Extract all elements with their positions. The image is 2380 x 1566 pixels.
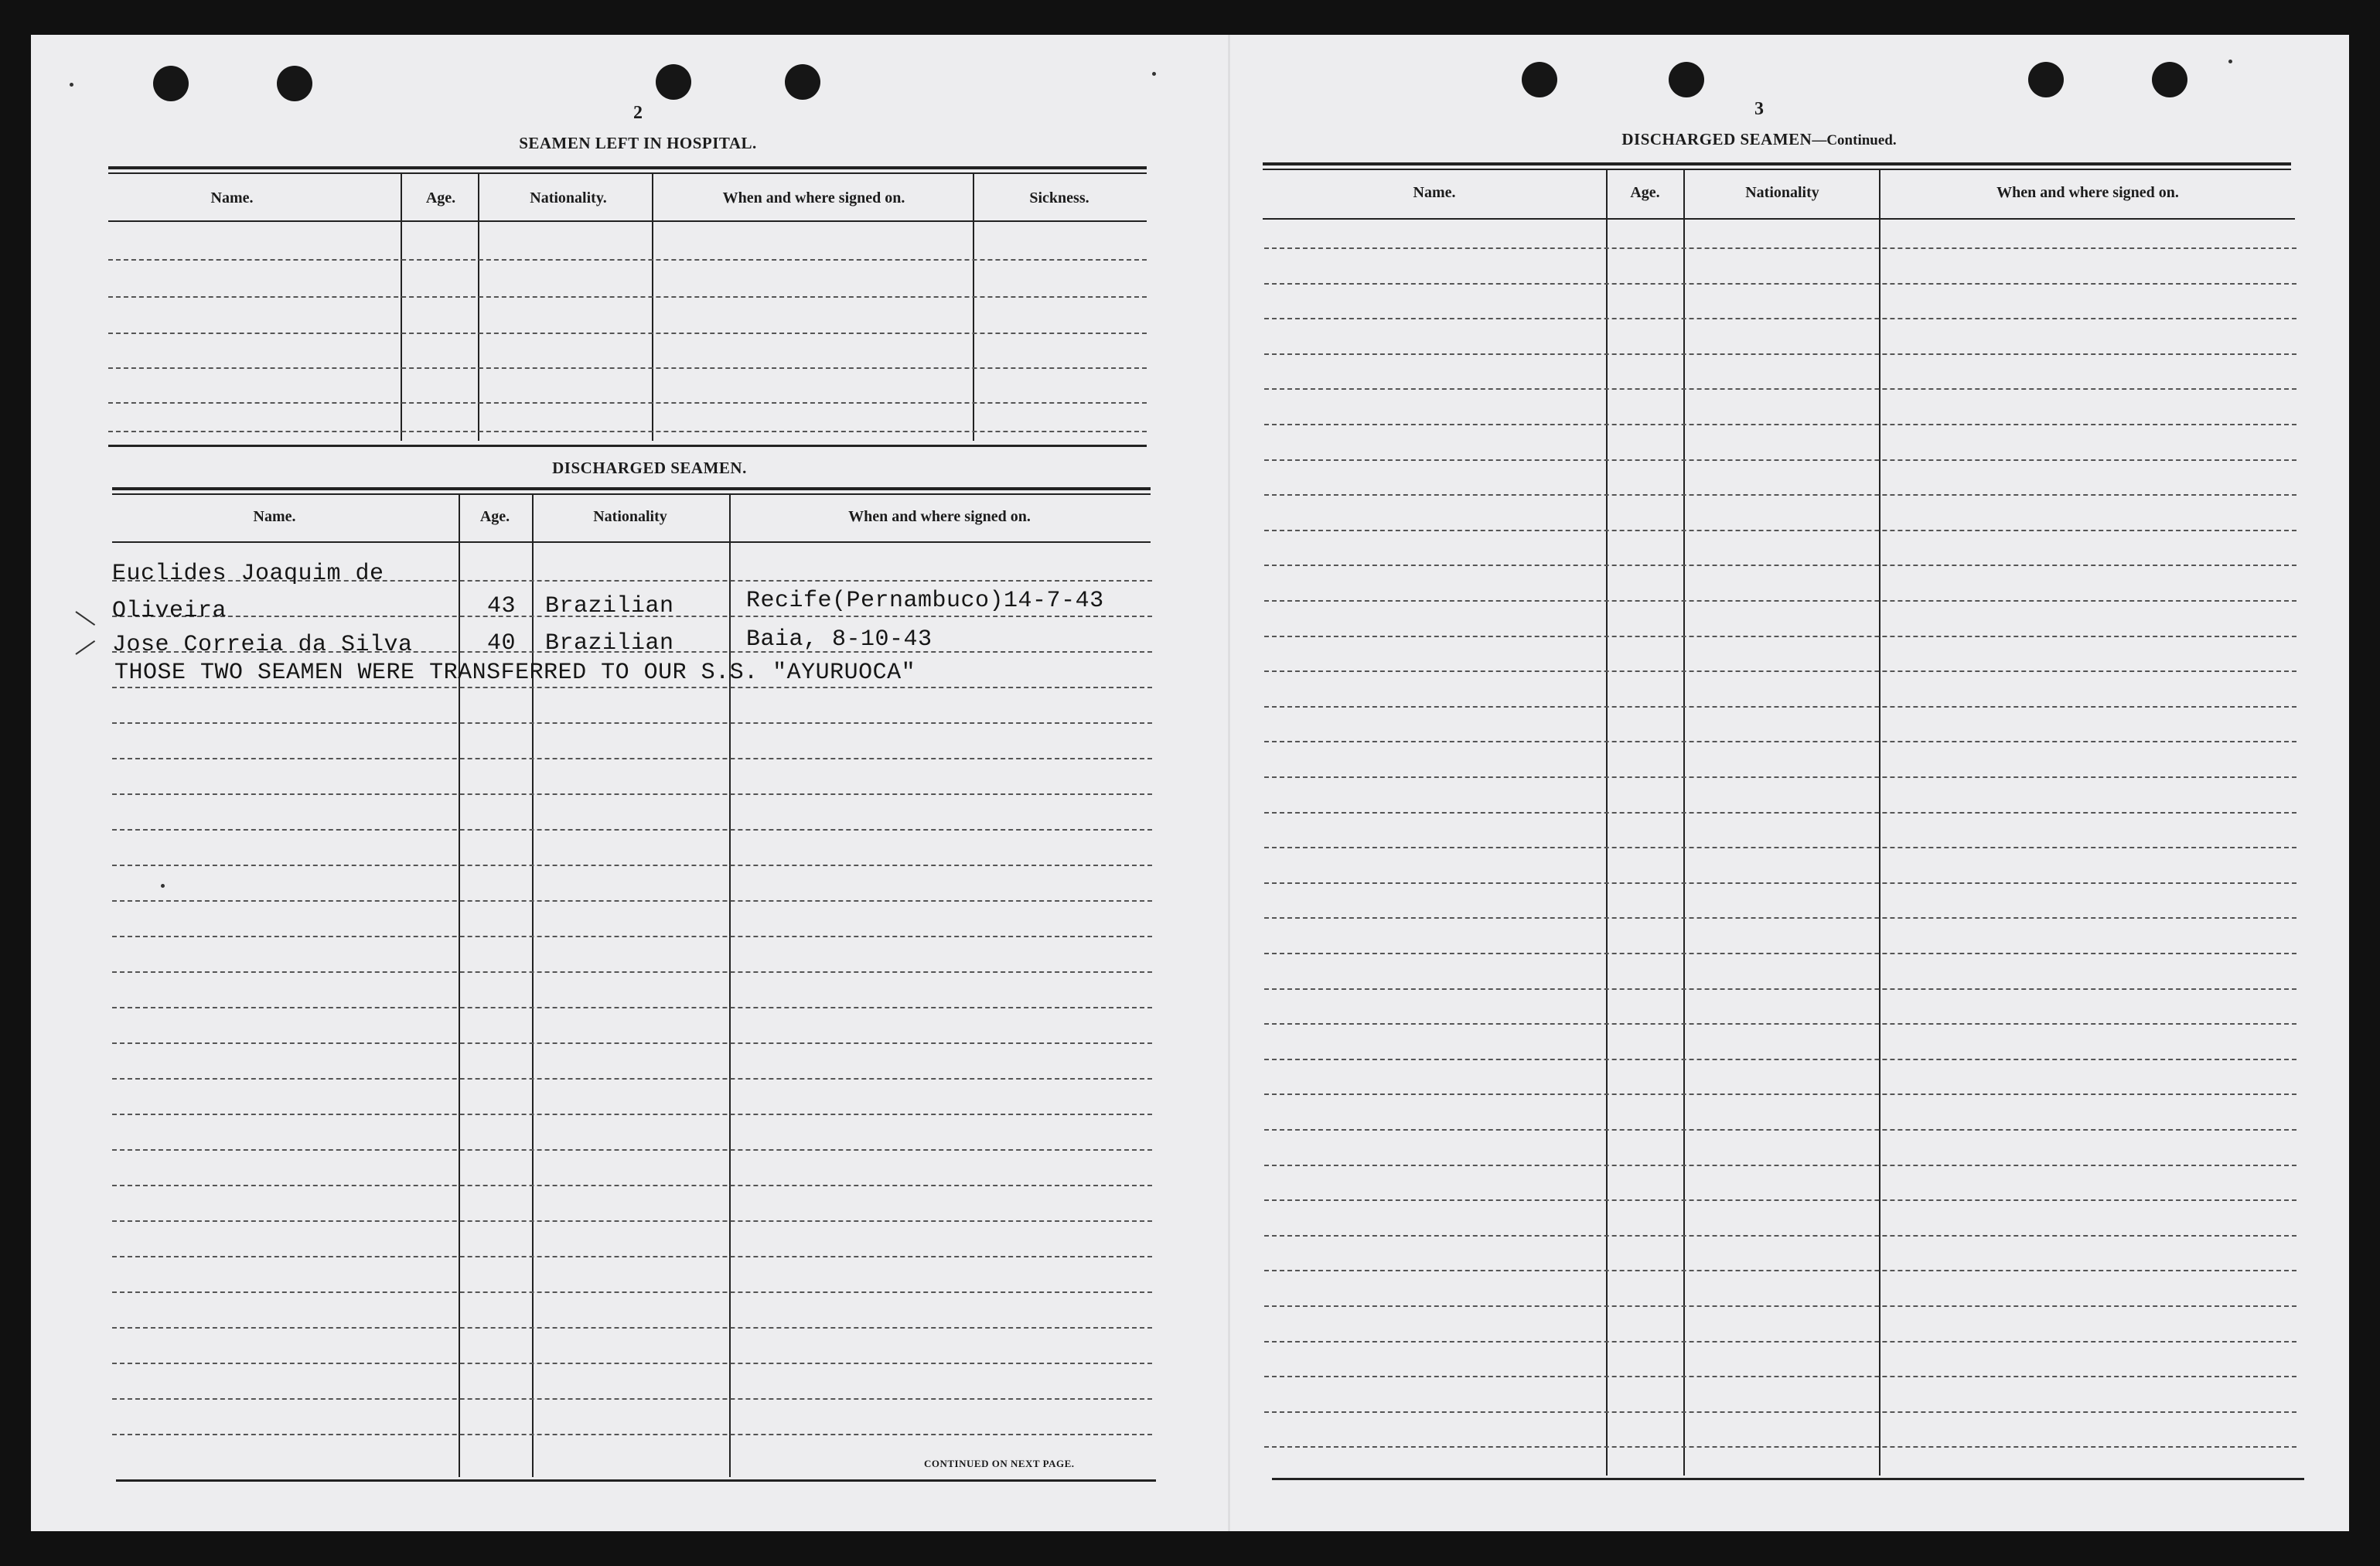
punch-hole <box>656 64 691 100</box>
column-divider <box>1606 170 1608 1476</box>
column-divider <box>729 495 731 1477</box>
document-sheet <box>31 35 2349 1531</box>
column-divider <box>973 174 974 441</box>
entry-2-age: 40 <box>487 630 517 657</box>
punch-hole <box>153 66 189 101</box>
row-line <box>112 865 1152 866</box>
rule <box>116 1479 1156 1482</box>
column-divider <box>478 174 479 441</box>
margin-tick <box>75 640 95 655</box>
page-number-left: 2 <box>633 103 643 123</box>
hospital-col-nationality: Nationality. <box>530 189 607 206</box>
row-line <box>112 722 1152 724</box>
punch-hole <box>1522 62 1557 97</box>
row-line <box>1264 1093 2296 1095</box>
row-line <box>1264 1199 2296 1201</box>
row-line <box>112 1007 1152 1008</box>
entry-1-signed-on: Recife(Pernambuco)14-7-43 <box>746 588 1104 614</box>
row-line <box>108 333 1147 334</box>
row-line <box>1264 459 2296 461</box>
row-line <box>112 1114 1152 1115</box>
row-line <box>112 971 1152 973</box>
transfer-remark: THOSE TWO SEAMEN WERE TRANSFERRED TO OUR S.S. "AYURUOCA" <box>114 660 916 686</box>
row-line <box>112 900 1152 902</box>
continued-note: CONTINUED ON NEXT PAGE. <box>924 1458 1075 1469</box>
discharged-col-age: Age. <box>479 508 510 525</box>
row-line <box>1264 917 2296 919</box>
hospital-col-name: Name. <box>210 189 254 206</box>
row-line <box>1264 353 2296 355</box>
rule <box>112 487 1151 490</box>
speck <box>161 884 165 888</box>
row-line <box>112 1434 1152 1435</box>
row-line <box>112 1327 1152 1329</box>
row-line <box>1264 741 2296 742</box>
entry-1-name-line1: Euclides Joaquim de <box>112 561 384 587</box>
punch-hole <box>277 66 312 101</box>
margin-tick <box>75 611 95 626</box>
hospital-col-signed-on: When and where signed on. <box>722 189 905 206</box>
row-line <box>1264 1446 2296 1448</box>
row-line <box>108 402 1147 404</box>
entry-2-name: Jose Correia da Silva <box>112 632 413 658</box>
entry-1-age: 43 <box>487 593 517 619</box>
speck <box>2228 60 2232 63</box>
row-line <box>112 687 1152 688</box>
column-divider <box>532 495 534 1477</box>
entry-2-nationality: Brazilian <box>545 630 674 657</box>
row-line <box>1264 812 2296 814</box>
entry-1-name-line2: Oliveira <box>112 598 227 624</box>
rule <box>108 445 1147 447</box>
row-line <box>1264 1270 2296 1271</box>
row-line <box>1264 1165 2296 1166</box>
column-divider <box>652 174 653 441</box>
row-line <box>112 1185 1152 1186</box>
row-line <box>112 1042 1152 1044</box>
row-line <box>1264 600 2296 602</box>
rule <box>112 541 1151 543</box>
row-line <box>1264 988 2296 990</box>
row-line <box>112 1220 1152 1222</box>
speck <box>70 83 73 87</box>
rule <box>1263 162 2291 165</box>
rule <box>1272 1478 2304 1480</box>
rule <box>108 166 1147 169</box>
rule <box>1263 169 2291 170</box>
right-col-nationality: Nationality <box>1745 184 1819 201</box>
row-line <box>112 936 1152 937</box>
entry-2-signed-on: Baia, 8-10-43 <box>746 626 933 653</box>
row-line <box>1264 706 2296 708</box>
right-section-title <box>1527 130 1991 149</box>
row-line <box>1264 283 2296 285</box>
row-line <box>1264 636 2296 637</box>
speck <box>1152 72 1156 76</box>
row-line <box>1264 1376 2296 1377</box>
row-line <box>1264 1059 2296 1060</box>
right-title-continued: —Continued. <box>1812 132 1897 148</box>
row-line <box>108 259 1147 261</box>
rule <box>108 220 1147 222</box>
entry-1-nationality: Brazilian <box>545 593 674 619</box>
row-line <box>1264 1411 2296 1413</box>
row-line <box>1264 1305 2296 1307</box>
right-col-name: Name. <box>1413 184 1456 201</box>
discharged-col-name: Name. <box>253 508 296 525</box>
row-line <box>112 1363 1152 1364</box>
rule <box>108 172 1147 174</box>
row-line <box>112 793 1152 795</box>
row-line <box>1264 847 2296 848</box>
row-line <box>112 1149 1152 1151</box>
row-line <box>1264 1235 2296 1237</box>
row-line <box>1264 318 2296 319</box>
row-line <box>1264 530 2296 531</box>
row-line <box>108 367 1147 369</box>
row-line <box>112 758 1152 759</box>
page-number-right: 3 <box>1754 99 1764 119</box>
punch-hole <box>1669 62 1704 97</box>
column-divider <box>401 174 402 441</box>
discharged-col-nationality: Nationality <box>593 508 667 525</box>
row-line <box>108 431 1147 432</box>
row-line <box>1264 247 2296 249</box>
row-line <box>108 296 1147 298</box>
row-line <box>1264 424 2296 425</box>
discharged-col-signed-on: When and where signed on. <box>848 508 1031 525</box>
rule <box>1263 218 2295 220</box>
row-line <box>112 1398 1152 1400</box>
row-line <box>1264 565 2296 566</box>
hospital-col-sickness: Sickness. <box>1029 189 1089 206</box>
row-line <box>1264 494 2296 496</box>
right-title-main: DISCHARGED SEAMEN <box>1621 130 1812 148</box>
row-line <box>1264 882 2296 884</box>
row-line <box>1264 1023 2296 1025</box>
column-divider <box>1683 170 1685 1476</box>
page-fold <box>1228 35 1230 1531</box>
row-line <box>1264 670 2296 672</box>
row-line <box>1264 953 2296 954</box>
hospital-section-title: SEAMEN LEFT IN HOSPITAL. <box>519 134 757 152</box>
row-line <box>112 829 1152 831</box>
right-col-signed-on: When and where signed on. <box>1996 184 2179 201</box>
column-divider <box>459 495 460 1477</box>
row-line <box>1264 776 2296 778</box>
discharged-section-title: DISCHARGED SEAMEN. <box>552 459 747 477</box>
column-divider <box>1879 170 1880 1476</box>
punch-hole <box>2152 62 2187 97</box>
hospital-col-age: Age. <box>425 189 456 206</box>
row-line <box>1264 1129 2296 1131</box>
row-line <box>1264 388 2296 390</box>
punch-hole <box>785 64 820 100</box>
row-line <box>112 1078 1152 1080</box>
row-line <box>112 1256 1152 1257</box>
row-line <box>112 1291 1152 1293</box>
right-col-age: Age. <box>1630 184 1660 201</box>
punch-hole <box>2028 62 2064 97</box>
rule <box>112 493 1151 495</box>
row-line <box>1264 1341 2296 1343</box>
